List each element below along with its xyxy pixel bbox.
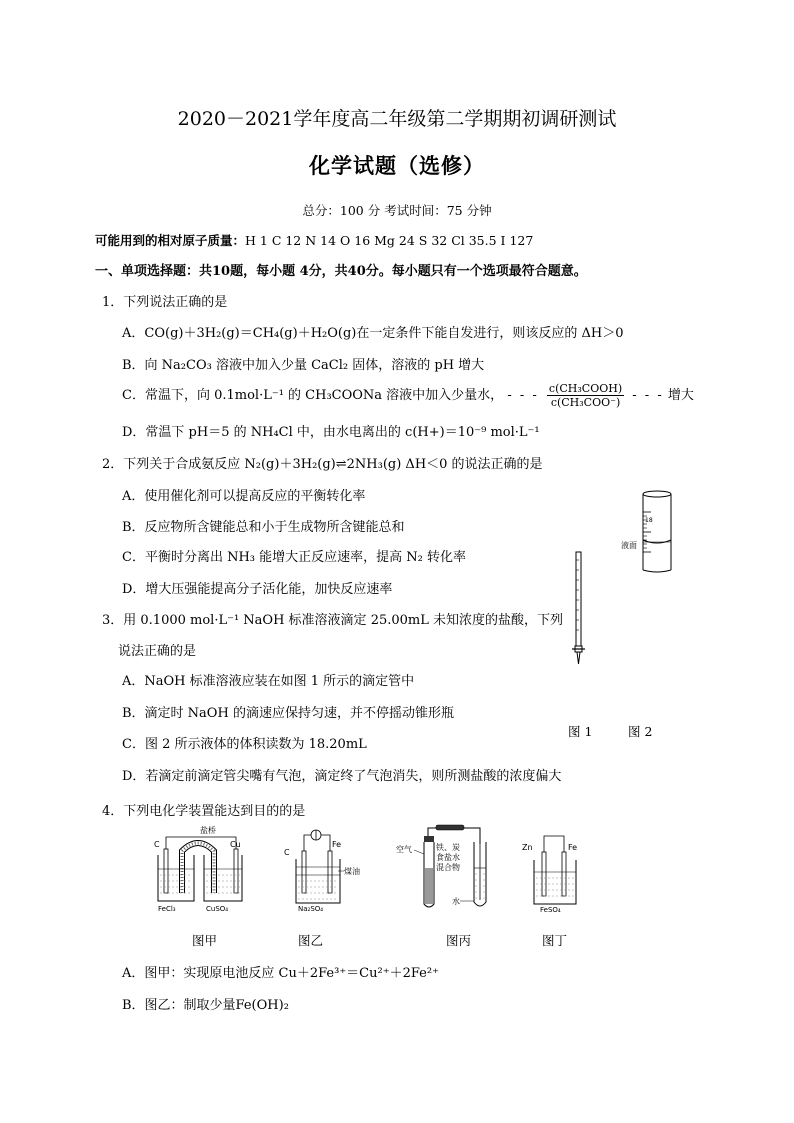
page-subtitle: 化学试题（选修） [309, 153, 485, 178]
jia-fecl3-label: FeCl₃ [158, 905, 176, 913]
ding-feso4-label: FeSO₄ [540, 906, 561, 914]
fig-ding-apparatus [520, 828, 590, 914]
bing-air-label: 空气 [396, 845, 412, 854]
fig-jia-apparatus [150, 825, 250, 913]
q4-option-a: A．图甲：实现原电池反应 Cu＋2Fe³⁺＝Cu²⁺＋2Fe²⁺ [122, 966, 439, 981]
atomic-values: H 1 C 12 N 14 O 16 Mg 24 S 32 Cl 35.5 I 127 [245, 233, 534, 248]
q1-option-c: C．常温下，向 0.1mol·L⁻¹ 的 CH₃COONa 溶液中加入少量水， - - - $\frac{\text{c(CH₃COOH)}}{\text{c(CH₃COO⁻)}}$ - - - 增大 [122, 382, 694, 409]
burette-figure [568, 550, 590, 668]
ding-zn-label: Zn [522, 843, 533, 852]
fig2-mark-text: 18 [645, 517, 653, 524]
bing-mix1-label: 铁、炭 [436, 843, 460, 852]
section-heading: 一、单项选择题：共10题，每小题 4分，共40分。每小题只有一个选项最符合题意。 [95, 264, 587, 279]
q3-stem-line2: 说法正确的是 [118, 644, 197, 659]
burette-closeup-figure [615, 488, 675, 574]
fig-yi-apparatus [280, 825, 360, 913]
jia-cuso4-label: CuSO₄ [206, 905, 229, 913]
bing-mix3-label: 混合物 [436, 863, 460, 872]
fig-yi-caption: 图乙 [298, 933, 324, 948]
exam-meta: 总分：100 分 考试时间：75 分钟 [302, 203, 492, 218]
q2-option-d: D．增大压强能提高分子活化能，加快反应速率 [122, 582, 393, 597]
q2-option-a: A．使用催化剂可以提高反应的平衡转化率 [122, 489, 366, 504]
fig-bing-apparatus [396, 824, 496, 914]
q1-option-a: A．CO(g)＋3H₂(g)＝CH₄(g)＋H₂O(g)在一定条件下能自发进行，则该反应的 ΔH＞0 [122, 326, 624, 341]
q3-option-d: D．若滴定前滴定管尖嘴有气泡，滴定终了气泡消失，则所测盐酸的浓度偏大 [122, 769, 562, 784]
q3-option-a: A．NaOH 标准溶液应装在如图 1 所示的滴定管中 [122, 674, 415, 689]
q2-option-c: C．平衡时分离出 NH₃ 能增大正反应速率，提高 N₂ 转化率 [122, 550, 466, 565]
jia-c-label: C [154, 840, 160, 849]
q1-fraction [547, 382, 624, 409]
q1-option-c-text: C．常温下，向 0.1mol·L⁻¹ 的 CH₃COONa 溶液中加入少量水， [122, 388, 504, 403]
salt-bridge-label: 盐桥 [200, 826, 216, 835]
q2-stem: 2．下列关于合成氨反应 N₂(g)＋3H₂(g)⇌2NH₃(g) ΔH＜0 的说法正确的是 [102, 457, 543, 472]
q3-option-c: C．图 2 所示液体的体积读数为 18.20mL [122, 737, 367, 752]
fig2-caption: 图 2 [628, 724, 653, 739]
q1-option-c-end: 增大 [667, 388, 694, 403]
page-title: 2020－2021学年度高二年级第二学期期初调研测试 [177, 108, 617, 130]
q4-option-b: B．图乙：制取少量Fe(OH)₂ [122, 998, 289, 1013]
yi-na2so4-label: Na₂SO₄ [298, 905, 324, 913]
atomic-label: 可能用到的相对原子质量： [95, 233, 246, 248]
ding-fe-label: Fe [568, 843, 578, 852]
fig-jia-caption: 图甲 [192, 933, 218, 948]
q4-stem: 4．下列电化学装置能达到目的的是 [102, 804, 306, 819]
q1-fraction-den: c(CH₃COO⁻) [550, 396, 621, 409]
bing-water-label: 水 [452, 897, 460, 906]
q1-option-b: B．向 Na₂CO₃ 溶液中加入少量 CaCl₂ 固体，溶液的 pH 增大 [122, 358, 485, 373]
atomic-masses [95, 231, 533, 249]
fig2-label-text: 液面 [621, 541, 637, 550]
yi-fe-label: Fe [332, 840, 342, 849]
yi-c-label: C [284, 848, 290, 857]
q1-option-d: D．常温下 pH＝5 的 NH₄Cl 中，由水电离出的 c(H+)＝10⁻⁹ mol·L⁻¹ [122, 425, 540, 440]
jia-cu-label: Cu [230, 840, 241, 849]
fig-ding-caption: 图丁 [542, 933, 568, 948]
q3-stem-line1: 3．用 0.1000 mol·L⁻¹ NaOH 标准溶液滴定 25.00mL 未知浓度的盐酸，下列 [102, 613, 563, 628]
fig-bing-caption: 图丙 [446, 933, 472, 948]
q2-option-b: B．反应物所含键能总和小于生成物所含键能总和 [122, 520, 405, 535]
q3-option-b: B．滴定时 NaOH 的滴速应保持匀速，并不停摇动锥形瓶 [122, 706, 454, 721]
q1-stem: 1．下列说法正确的是 [102, 295, 228, 310]
yi-kerosene-label: 煤油 [344, 867, 360, 876]
bing-mix2-label: 食盐水 [436, 853, 460, 862]
fig1-caption: 图 1 [568, 724, 593, 739]
q1-fraction-num: c(CH₃COOH) [548, 382, 623, 395]
